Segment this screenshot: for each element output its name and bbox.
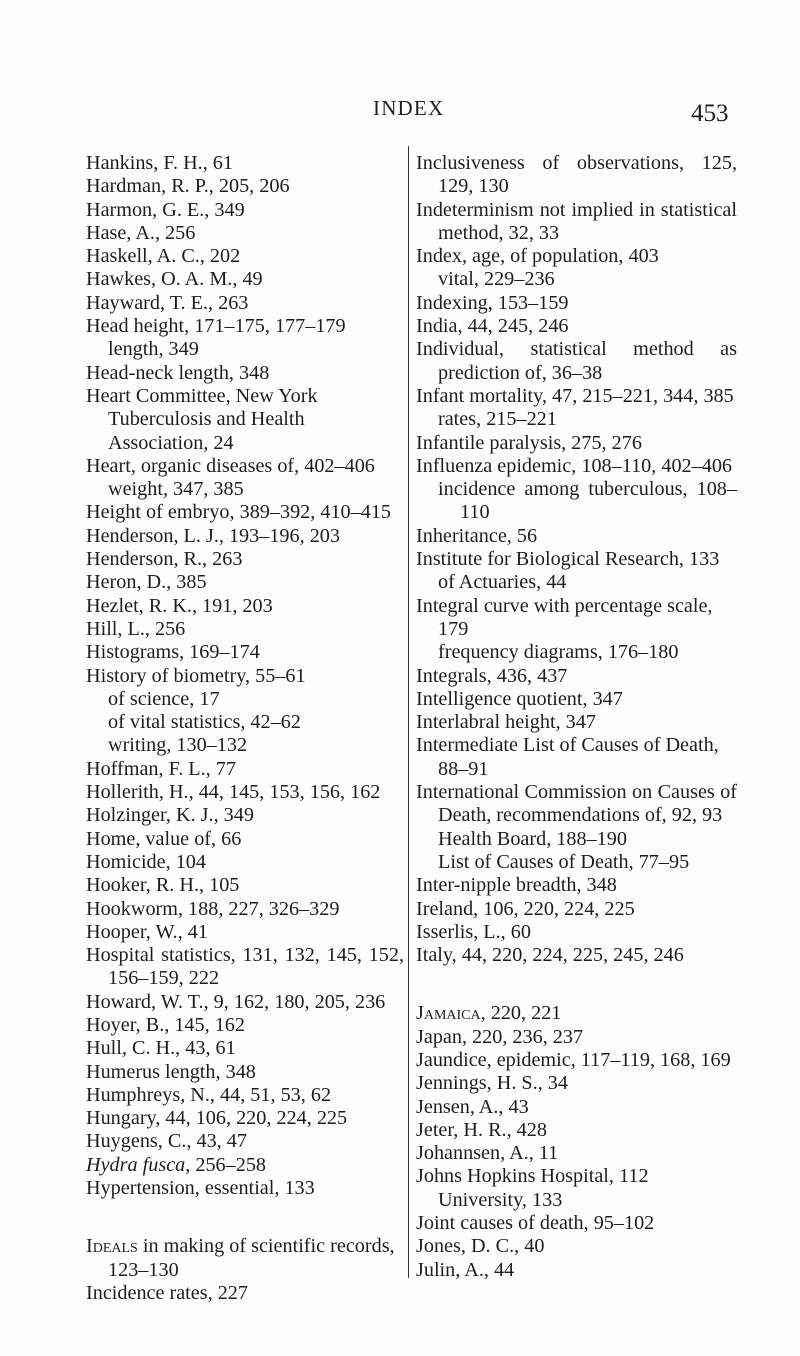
index-subentry: List of Causes of Death, 77–95 bbox=[438, 850, 690, 873]
index-entry: Histograms, 169–174 bbox=[86, 641, 260, 664]
index-term-small-caps: Ideals bbox=[86, 1235, 138, 1258]
index-term-small-caps: Jamaica bbox=[416, 1002, 481, 1025]
running-header bbox=[0, 94, 800, 134]
index-entry: Henderson, L. J., 193–196, 203 bbox=[86, 524, 340, 547]
index-entry: Inclusiveness of observations, 125, 129, 130 bbox=[416, 152, 737, 198]
index-entry: Julin, A., 44 bbox=[416, 1258, 515, 1281]
index-entry: Heart, organic diseases of, 402–406 bbox=[86, 454, 375, 477]
index-entry: Hezlet, R. K., 191, 203 bbox=[86, 594, 273, 617]
index-entry: Hase, A., 256 bbox=[86, 221, 196, 244]
index-entry: Italy, 44, 220, 224, 225, 245, 246 bbox=[416, 944, 684, 967]
page-title: INDEX bbox=[373, 96, 445, 120]
index-entry: Howard, W. T., 9, 162, 180, 205, 236 bbox=[86, 990, 386, 1013]
index-entry bbox=[416, 1002, 737, 1025]
page-number: 453 bbox=[691, 100, 729, 127]
index-entry: Hypertension, essential, 133 bbox=[86, 1177, 315, 1200]
index-entry bbox=[86, 1235, 404, 1282]
index-entry: Indexing, 153–159 bbox=[416, 291, 569, 314]
letter-group-gap bbox=[416, 967, 737, 1002]
index-entry: Harmon, G. E., 349 bbox=[86, 198, 245, 221]
index-entry: Height of embryo, 389–392, 410–415 bbox=[86, 501, 392, 524]
index-entry: Indeterminism not implied in statistical method, 32, 33 bbox=[416, 198, 737, 244]
index-entry: Jennings, H. S., 34 bbox=[416, 1072, 568, 1095]
index-entry: Infant mortality, 47, 215–221, 344, 385 bbox=[416, 384, 734, 407]
index-entry: Inheritance, 56 bbox=[416, 524, 538, 547]
index-entry: Jaundice, epidemic, 117–119, 168, 169 bbox=[416, 1048, 731, 1071]
index-entry: Homicide, 104 bbox=[86, 850, 206, 873]
column-divider bbox=[408, 146, 409, 1278]
index-entry: Inter-nipple breadth, 348 bbox=[416, 874, 617, 897]
index-entry: Hooker, R. H., 105 bbox=[86, 874, 240, 897]
index-entry: Hookworm, 188, 227, 326–329 bbox=[86, 897, 340, 920]
index-entry bbox=[86, 1154, 404, 1177]
index-entry: Integral curve with percentage scale, 179 bbox=[416, 594, 713, 640]
index-locators: , 256–258 bbox=[185, 1153, 266, 1176]
index-subentry: frequency diagrams, 176–180 bbox=[438, 641, 679, 664]
index-entry: Infantile paralysis, 275, 276 bbox=[416, 431, 642, 454]
index-entry: Individual, statistical method as prediction of, 36–38 bbox=[416, 338, 737, 384]
index-entry: Intermediate List of Causes of Death, 88–91 bbox=[416, 734, 719, 780]
index-entry: Jensen, A., 43 bbox=[416, 1095, 529, 1118]
index-entry: Hawkes, O. A. M., 49 bbox=[86, 268, 263, 291]
index-entry: Institute for Biological Research, 133 bbox=[416, 548, 720, 571]
index-subentry: University, 133 bbox=[438, 1188, 563, 1211]
index-subentry: Health Board, 188–190 bbox=[438, 827, 627, 850]
index-entry: Hull, C. H., 43, 61 bbox=[86, 1037, 236, 1060]
index-entry: Hardman, R. P., 205, 206 bbox=[86, 175, 290, 198]
index-entry: Japan, 220, 236, 237 bbox=[416, 1025, 584, 1048]
index-entry: India, 44, 245, 246 bbox=[416, 315, 569, 338]
index-entry: Johannsen, A., 11 bbox=[416, 1142, 559, 1165]
index-entry: Hayward, T. E., 263 bbox=[86, 291, 249, 314]
index-entry: Heron, D., 385 bbox=[86, 571, 207, 594]
index-subentry: vital, 229–236 bbox=[438, 268, 555, 291]
index-entry: Heart Committee, New York Tuberculosis and Health Association, 24 bbox=[86, 384, 318, 454]
index-entry: Hoyer, B., 145, 162 bbox=[86, 1013, 245, 1036]
index-term-italic: Hydra fusca bbox=[86, 1153, 186, 1176]
index-column-right bbox=[416, 152, 737, 1282]
index-entry: Head-neck length, 348 bbox=[86, 361, 270, 384]
index-entry: Index, age, of population, 403 bbox=[416, 245, 659, 268]
letter-group-gap bbox=[86, 1200, 404, 1235]
index-entry: Huygens, C., 43, 47 bbox=[86, 1130, 247, 1153]
index-entry: Ireland, 106, 220, 224, 225 bbox=[416, 897, 635, 920]
index-column-left bbox=[86, 152, 404, 1305]
index-locators: in making of scientific records, 123–130 bbox=[108, 1235, 395, 1281]
index-entry: Integrals, 436, 437 bbox=[416, 664, 568, 687]
index-subentry: weight, 347, 385 bbox=[108, 478, 244, 501]
index-locators: , 220, 221 bbox=[480, 1002, 562, 1025]
index-entry: Influenza epidemic, 108–110, 402–406 bbox=[416, 454, 733, 477]
index-entry: Johns Hopkins Hospital, 112 bbox=[416, 1165, 649, 1188]
index-entry: Haskell, A. C., 202 bbox=[86, 245, 241, 268]
index-entry: Jones, D. C., 40 bbox=[416, 1235, 545, 1258]
index-entry: Jeter, H. R., 428 bbox=[416, 1118, 547, 1141]
index-entry: Hooper, W., 41 bbox=[86, 920, 208, 943]
index-entry: Interlabral height, 347 bbox=[416, 711, 596, 734]
index-entry: Hollerith, H., 44, 145, 153, 156, 162 bbox=[86, 781, 381, 804]
index-entry: Henderson, R., 263 bbox=[86, 548, 243, 571]
index-entry: Hospital statistics, 131, 132, 145, 152, 156–159, 222 bbox=[86, 944, 404, 990]
index-entry: Humerus length, 348 bbox=[86, 1060, 256, 1083]
index-entry: Hoffman, F. L., 77 bbox=[86, 757, 236, 780]
index-subentry: writing, 130–132 bbox=[108, 734, 248, 757]
index-entry: International Commission on Causes of Death, recommendations of, 92, 93 bbox=[416, 781, 737, 827]
index-entry: Intelligence quotient, 347 bbox=[416, 687, 623, 710]
index-entry: Hungary, 44, 106, 220, 224, 225 bbox=[86, 1107, 348, 1130]
index-entry: Holzinger, K. J., 349 bbox=[86, 804, 254, 827]
index-subentry: of vital statistics, 42–62 bbox=[108, 711, 301, 734]
index-subentry: length, 349 bbox=[108, 338, 199, 361]
index-subentry: incidence among tuberculous, 108–110 bbox=[438, 478, 737, 524]
index-entry: Humphreys, N., 44, 51, 53, 62 bbox=[86, 1083, 332, 1106]
index-entry: Hankins, F. H., 61 bbox=[86, 152, 233, 174]
index-entry: Head height, 171–175, 177–179 bbox=[86, 315, 346, 338]
index-entry: Hill, L., 256 bbox=[86, 617, 186, 640]
index-subentry: of Actuaries, 44 bbox=[438, 571, 567, 594]
index-entry: Incidence rates, 227 bbox=[86, 1281, 248, 1304]
index-entry: History of biometry, 55–61 bbox=[86, 664, 306, 687]
index-subentry: rates, 215–221 bbox=[438, 408, 557, 431]
index-entry: Isserlis, L., 60 bbox=[416, 920, 531, 943]
index-subentry: of science, 17 bbox=[108, 687, 220, 710]
index-entry: Joint causes of death, 95–102 bbox=[416, 1212, 655, 1235]
index-entry: Home, value of, 66 bbox=[86, 827, 242, 850]
